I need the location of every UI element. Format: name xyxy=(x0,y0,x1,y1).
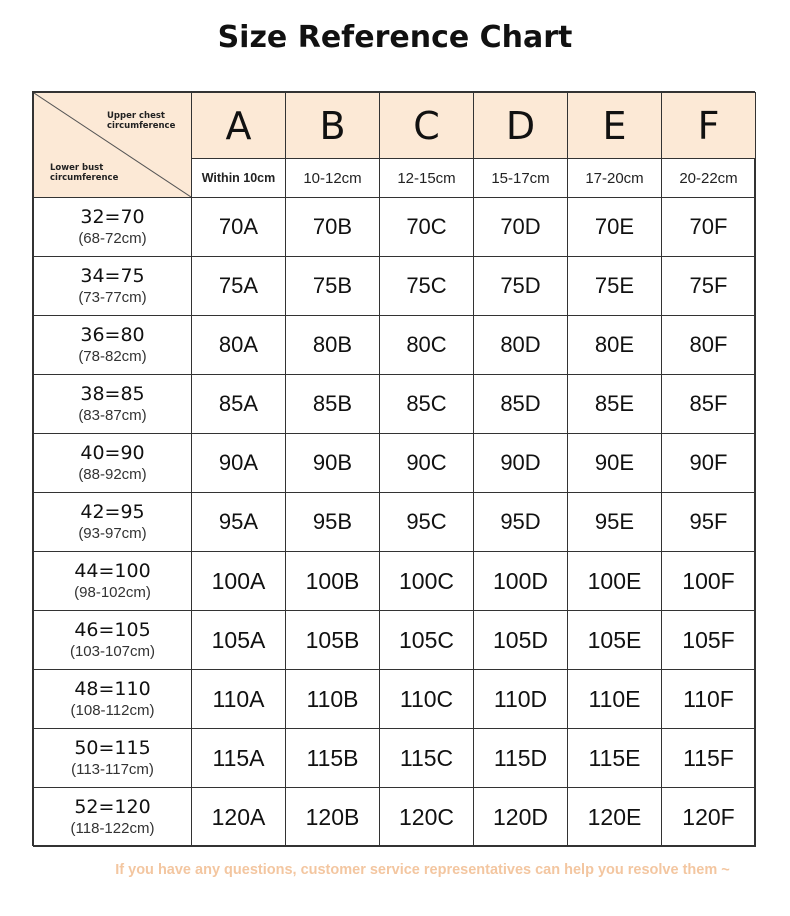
size-cell: 70A xyxy=(192,198,286,257)
size-cell: 115F xyxy=(662,729,756,788)
table-row xyxy=(34,729,756,788)
band-size: 32=70 xyxy=(80,206,145,228)
size-cell: 90C xyxy=(380,434,474,493)
band-size-cell xyxy=(34,434,192,493)
cup-header-b: B xyxy=(286,93,380,159)
band-size-cell xyxy=(34,788,192,847)
table-row xyxy=(34,670,756,729)
size-cell: 85A xyxy=(192,375,286,434)
band-size: 42=95 xyxy=(80,501,145,523)
band-range: (68-72cm) xyxy=(78,230,147,247)
cup-header-d: D xyxy=(474,93,568,159)
band-size-cell xyxy=(34,729,192,788)
size-cell: 105E xyxy=(568,611,662,670)
band-size: 52=120 xyxy=(74,796,151,818)
size-cell: 110E xyxy=(568,670,662,729)
size-cell: 100C xyxy=(380,552,474,611)
size-cell: 70C xyxy=(380,198,474,257)
upper-chest-label: Upper chest circumference xyxy=(107,111,176,131)
size-cell: 110F xyxy=(662,670,756,729)
cup-difference-1: 10-12cm xyxy=(286,159,380,198)
size-cell: 80E xyxy=(568,316,662,375)
band-range: (98-102cm) xyxy=(74,584,151,601)
size-cell: 70E xyxy=(568,198,662,257)
cup-difference-0: Within 10cm xyxy=(192,159,286,198)
band-range: (93-97cm) xyxy=(78,525,147,542)
size-cell: 90E xyxy=(568,434,662,493)
band-size-cell xyxy=(34,316,192,375)
size-cell: 115B xyxy=(286,729,380,788)
band-size: 38=85 xyxy=(80,383,145,405)
table-row xyxy=(34,611,756,670)
band-range: (88-92cm) xyxy=(78,466,147,483)
band-range: (73-77cm) xyxy=(78,289,147,306)
cup-difference-3: 15-17cm xyxy=(474,159,568,198)
band-size: 40=90 xyxy=(80,442,145,464)
size-cell: 105B xyxy=(286,611,380,670)
band-size-cell xyxy=(34,493,192,552)
band-size-cell xyxy=(34,552,192,611)
size-cell: 95B xyxy=(286,493,380,552)
size-cell: 90F xyxy=(662,434,756,493)
table-row xyxy=(34,788,756,847)
size-cell: 75B xyxy=(286,257,380,316)
band-size-cell xyxy=(34,257,192,316)
size-cell: 90B xyxy=(286,434,380,493)
cup-difference-5: 20-22cm xyxy=(662,159,756,198)
size-cell: 95F xyxy=(662,493,756,552)
table-row xyxy=(34,434,756,493)
size-cell: 110C xyxy=(380,670,474,729)
size-cell: 120B xyxy=(286,788,380,847)
size-cell: 85C xyxy=(380,375,474,434)
size-cell: 100F xyxy=(662,552,756,611)
size-cell: 75E xyxy=(568,257,662,316)
size-cell: 120C xyxy=(380,788,474,847)
size-cell: 100A xyxy=(192,552,286,611)
lower-bust-label: Lower bust circumference xyxy=(50,163,119,183)
band-size: 46=105 xyxy=(74,619,151,641)
cup-difference-4: 17-20cm xyxy=(568,159,662,198)
size-cell: 105A xyxy=(192,611,286,670)
size-cell: 70F xyxy=(662,198,756,257)
size-cell: 80D xyxy=(474,316,568,375)
table-row xyxy=(34,375,756,434)
table-row xyxy=(34,198,756,257)
corner-header-cell xyxy=(34,93,192,198)
band-size: 36=80 xyxy=(80,324,145,346)
size-cell: 75C xyxy=(380,257,474,316)
band-range: (113-117cm) xyxy=(71,761,154,778)
band-size-cell xyxy=(34,611,192,670)
cup-header-e: E xyxy=(568,93,662,159)
band-size: 50=115 xyxy=(74,737,151,759)
band-size: 48=110 xyxy=(74,678,151,700)
band-range: (118-122cm) xyxy=(70,820,155,837)
size-cell: 95D xyxy=(474,493,568,552)
size-cell: 120F xyxy=(662,788,756,847)
cup-header-c: C xyxy=(380,93,474,159)
table-row xyxy=(34,552,756,611)
size-cell: 100E xyxy=(568,552,662,611)
band-range: (83-87cm) xyxy=(78,407,147,424)
size-cell: 85E xyxy=(568,375,662,434)
size-cell: 120D xyxy=(474,788,568,847)
size-cell: 70B xyxy=(286,198,380,257)
size-cell: 75F xyxy=(662,257,756,316)
size-cell: 115E xyxy=(568,729,662,788)
band-size-cell xyxy=(34,670,192,729)
size-cell: 115D xyxy=(474,729,568,788)
band-range: (103-107cm) xyxy=(69,643,156,660)
band-size-cell xyxy=(34,198,192,257)
size-cell: 80A xyxy=(192,316,286,375)
size-cell: 105F xyxy=(662,611,756,670)
cup-header-f: F xyxy=(662,93,756,159)
size-cell: 100D xyxy=(474,552,568,611)
band-size: 44=100 xyxy=(74,560,151,582)
band-range: (108-112cm) xyxy=(70,702,155,719)
size-cell: 80F xyxy=(662,316,756,375)
size-cell: 75A xyxy=(192,257,286,316)
size-cell: 85D xyxy=(474,375,568,434)
size-cell: 90D xyxy=(474,434,568,493)
size-table xyxy=(32,91,755,846)
size-cell: 105D xyxy=(474,611,568,670)
size-cell: 95E xyxy=(568,493,662,552)
band-range: (78-82cm) xyxy=(78,348,147,365)
size-cell: 75D xyxy=(474,257,568,316)
size-cell: 95A xyxy=(192,493,286,552)
page-title: Size Reference Chart xyxy=(217,20,573,55)
band-size: 34=75 xyxy=(80,265,145,287)
cup-difference-2: 12-15cm xyxy=(380,159,474,198)
cup-header-a: A xyxy=(192,93,286,159)
size-cell: 110A xyxy=(192,670,286,729)
size-cell: 85B xyxy=(286,375,380,434)
size-cell: 80B xyxy=(286,316,380,375)
size-cell: 120A xyxy=(192,788,286,847)
table-row xyxy=(34,493,756,552)
size-cell: 110B xyxy=(286,670,380,729)
footer-note: If you have any questions, customer service representatives can help you resolve them ~ xyxy=(115,862,730,878)
size-cell: 95C xyxy=(380,493,474,552)
table-row xyxy=(34,316,756,375)
band-size-cell xyxy=(34,375,192,434)
size-cell: 70D xyxy=(474,198,568,257)
table-row xyxy=(34,257,756,316)
size-cell: 85F xyxy=(662,375,756,434)
size-cell: 100B xyxy=(286,552,380,611)
size-cell: 120E xyxy=(568,788,662,847)
size-cell: 105C xyxy=(380,611,474,670)
size-cell: 80C xyxy=(380,316,474,375)
size-cell: 115C xyxy=(380,729,474,788)
size-cell: 90A xyxy=(192,434,286,493)
size-cell: 110D xyxy=(474,670,568,729)
size-cell: 115A xyxy=(192,729,286,788)
